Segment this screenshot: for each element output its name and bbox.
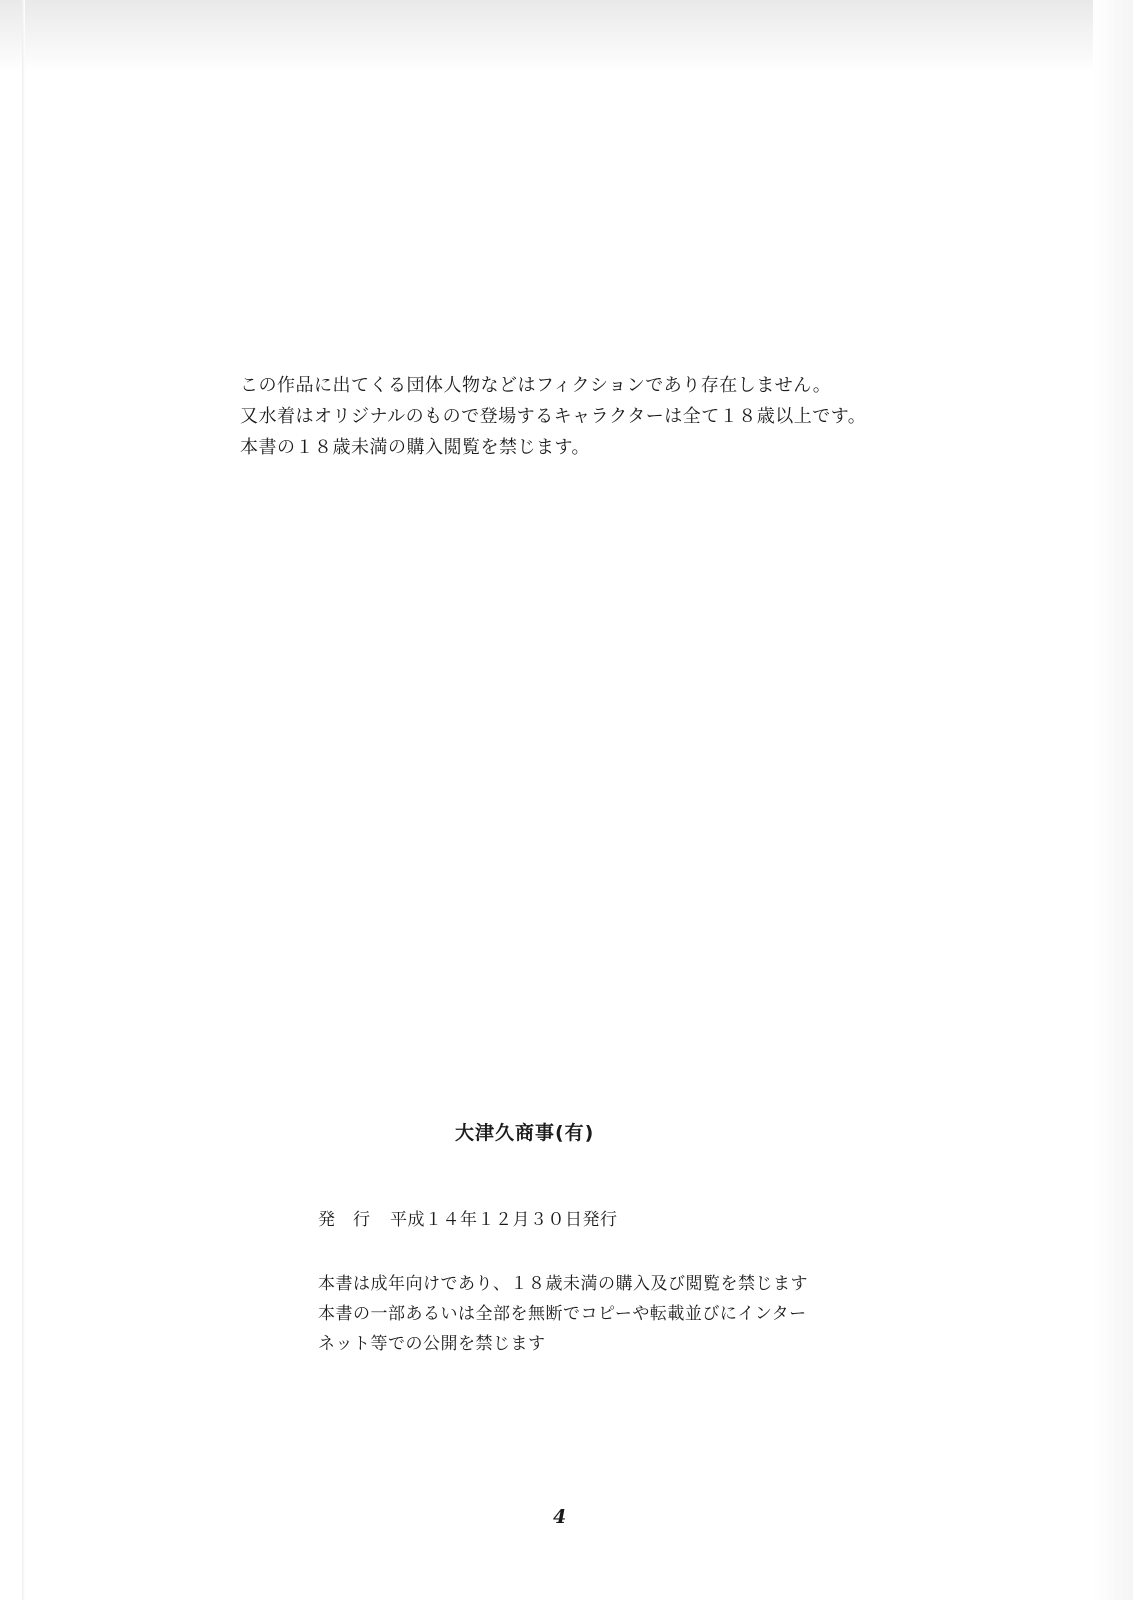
scan-shadow-left xyxy=(22,0,25,1600)
warning-line: 本書の一部あるいは全部を無断でコピーや転載並びにインター xyxy=(318,1304,807,1324)
notice-line: この作品に出てくる団体人物などはフィクションであり存在しません。 xyxy=(240,375,832,396)
colophon-warning xyxy=(318,1269,878,1359)
publisher-name: 大津久商事(有) xyxy=(455,1122,595,1144)
issue-date: 平成１４年１２月３０日発行 xyxy=(390,1210,618,1230)
colophon xyxy=(318,1207,878,1359)
fiction-notice xyxy=(240,370,920,463)
issue-label: 発 行 xyxy=(318,1210,371,1230)
warning-line: 本書は成年向けであり、１８歳未満の購入及び閲覧を禁じます xyxy=(318,1274,808,1294)
warning-line: ネット等での公開を禁じます xyxy=(318,1334,546,1354)
scan-shadow-right xyxy=(1093,0,1133,1600)
scan-shadow-top xyxy=(0,0,1133,72)
issue-line xyxy=(318,1207,878,1233)
notice-line: 本書の１８歳未満の購入閲覧を禁じます。 xyxy=(240,437,591,458)
page-number: 4 xyxy=(553,1506,567,1528)
notice-line: 又水着はオリジナルのもので登場するキャラクターは全て１８歳以上です。 xyxy=(240,406,867,427)
